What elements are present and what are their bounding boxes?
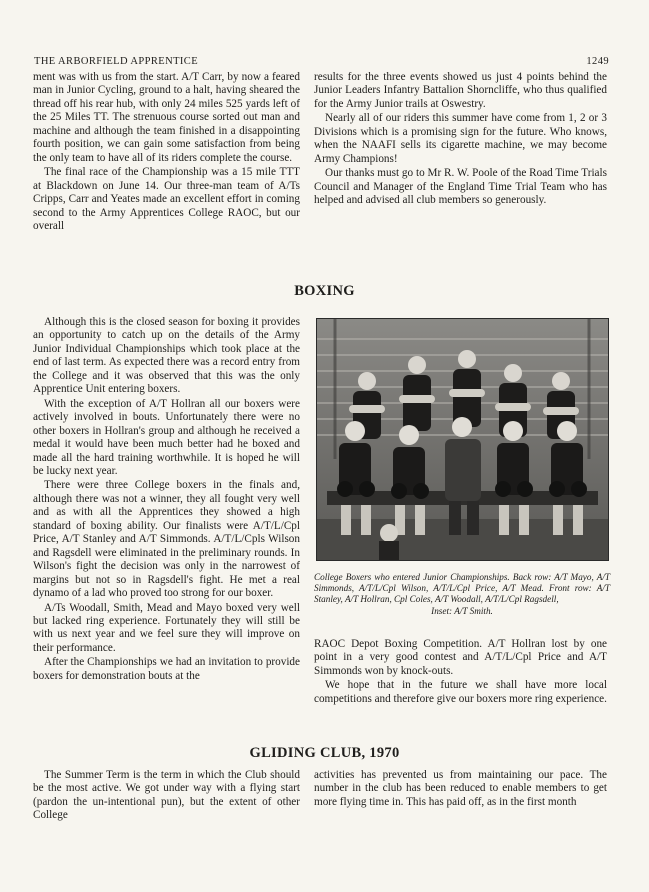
cycling-paragraph: Our thanks must go to Mr R. W. Poole of the Road Time Trials Council and Manager of the England Time Trial Team who has helped and advised all club members so generously. bbox=[314, 167, 607, 207]
boxing-paragraph: A/Ts Woodall, Smith, Mead and Mayo boxed very well but lacked ring experience. Fortunately they will still be with us next year and we feel sure they will improve on their performance. bbox=[33, 601, 300, 654]
photo-caption bbox=[314, 572, 610, 617]
caption-text: College Boxers who entered Junior Championships. Back row: A/T Mayo, A/T Simmonds, A/T/L/Cpl Wilson, A/T/L/Cpl Price, A/T Mead. Front row: A/T Stanley, A/T Hollran, Cpl Coles, A/T Woodall, A/T/L/Cpl Ragsdell, bbox=[314, 572, 610, 605]
cycling-paragraph: ment was with us from the start. A/T Carr, by now a feared man in Junior Cycling, ground to a halt, having sheared the thread off his rear hub, with only 24 miles 525 yards left of the 25 Miles TT. The strenuous course sorted out man and machine and although the team finished in a disappointing fourth position, we can gain some satisfaction from being the only team to have all of its riders complete the course. bbox=[33, 71, 300, 164]
caption-inset: Inset: A/T Smith. bbox=[431, 605, 493, 616]
boxing-paragraph: After the Championships we had an invitation to provide boxers for demonstration bouts at the bbox=[33, 656, 300, 682]
publication-title: THE ARBORFIELD APPRENTICE bbox=[34, 56, 199, 67]
gliding-paragraph: activities has prevented us from maintaining our pace. The number in the club has been reduced to enable members to get more flying time in. This has paid off, as in the first month bbox=[314, 769, 607, 808]
boxing-paragraph: RAOC Depot Boxing Competition. A/T Hollran lost by one point in a very good contest and A/T/L/Cpl Price and A/T Simmonds won by knock-outs. bbox=[314, 638, 607, 677]
boxers-group-photograph bbox=[317, 319, 608, 560]
cycling-left-column bbox=[33, 71, 300, 233]
gliding-heading: GLIDING CLUB, 1970 bbox=[249, 745, 400, 761]
cycling-paragraph: results for the three events showed us just 4 points behind the Junior Leaders Infantry Battalion Shorncliffe, who thus qualified for the Army Junior trails at Oswestry. bbox=[314, 71, 607, 110]
gliding-right-column bbox=[314, 769, 607, 809]
boxers-photo bbox=[316, 318, 609, 561]
cycling-right-column bbox=[314, 71, 607, 208]
boxing-paragraph: We hope that in the future we shall have more local competitions and therefore give our boxers more ring experience. bbox=[314, 679, 607, 705]
boxing-paragraph: There were three College boxers in the finals and, although there was not a winner, they all fought very well and as with all the Apprentices they showed a high standard of boxing ability. Our finalists were A/T/L/Cpl Price, A/T Stanley and A/T Simmonds. A/T/L/Cpls Wilson and Ragsdell were eliminated in the preliminary rounds. In Wilson's fight the decision was only in the narrowest of margins but not so in Ragsdell's fight. He met a real dynamo of a lad who proved too strong for our boxer. bbox=[33, 479, 300, 600]
boxing-right-column bbox=[314, 638, 607, 706]
boxing-paragraph: Although this is the closed season for boxing it provides an opportunity to catch up on the details of the Army Junior Individual Championships which took place at the end of last term. As expected there was a record entry from the College and it was observed that this was the only Apprentice Unit entering boxers. bbox=[33, 316, 300, 396]
boxing-heading: BOXING bbox=[294, 283, 355, 299]
cycling-paragraph: Nearly all of our riders this summer have come from 1, 2 or 3 Divisions which is a promising sign for the future. Who knows, when the NAAFI sells its cigarette machine, we may become Army Champions! bbox=[314, 112, 607, 165]
boxing-left-column bbox=[33, 316, 300, 683]
gliding-paragraph: The Summer Term is the term in which the Club should be the most active. We got under way with a flying start (pardon the un-intentional pun), but the extent of other College bbox=[33, 769, 300, 822]
gliding-left-column bbox=[33, 769, 300, 823]
boxing-paragraph: With the exception of A/T Hollran all our boxers were actively involved in bouts. Unfortunately there were no other boxers in Hollran's group and although he received a medal it would have been much better had he boxed and made all the hard training worthwhile. It is hoped he will be lucky next year. bbox=[33, 397, 300, 477]
cycling-paragraph: The final race of the Championship was a 15 mile TTT at Blackdown on June 14. Our three-man team of A/Ts Cripps, Carr and Yeates made an excellent effort in coming second to the Army Apprentices College RAOC, but our overall bbox=[33, 166, 300, 232]
page-number: 1249 bbox=[586, 56, 609, 67]
